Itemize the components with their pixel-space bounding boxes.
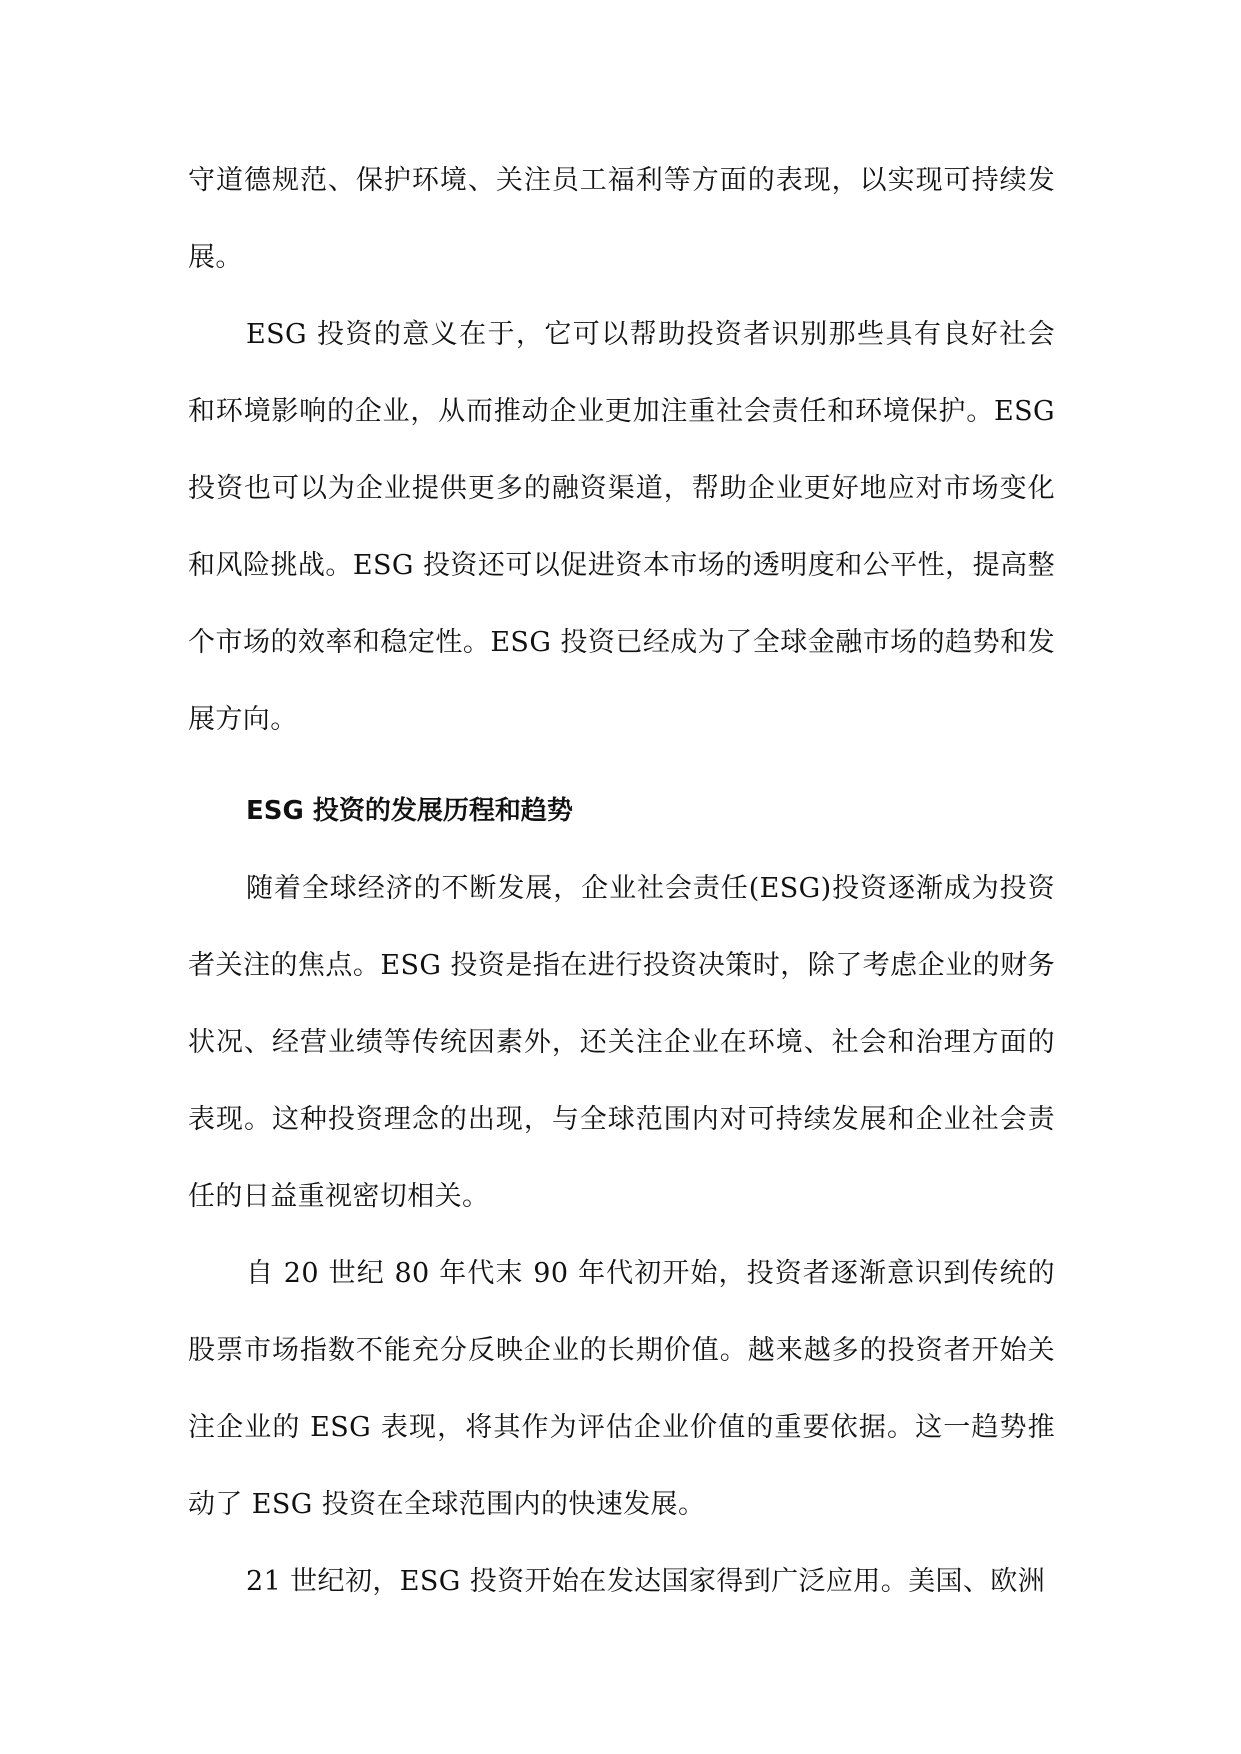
paragraph-esg-history: 自 20 世纪 80 年代末 90 年代初开始，投资者逐渐意识到传统的股票市场指数不能充分反映企业的长期价值。越来越多的投资者开始关注企业的 ESG 表现，将其作为评估企业价值的重要依据。这一趋势推动了 ESG 投资在全球范围内的快速发展。 xyxy=(188,1258,1055,1520)
paragraph-esg-21st-century: 21 世纪初，ESG 投资开始在发达国家得到广泛应用。美国、欧洲 xyxy=(246,1566,1046,1597)
document-body xyxy=(188,142,1055,1620)
paragraph-esg-significance: ESG 投资的意义在于，它可以帮助投资者识别那些具有良好社会和环境影响的企业，从而推动企业更加注重社会责任和环境保护。ESG 投资也可以为企业提供更多的融资渠道，帮助企业更好地应对市场变化和风险挑战。ESG 投资还可以促进资本市场的透明度和公平性，提高整个市场的效率和稳定性。ESG 投资已经成为了全球金融市场的趋势和发展方向。 xyxy=(188,319,1055,735)
paragraph-continuation: 守道德规范、保护环境、关注员工福利等方面的表现，以实现可持续发展。 xyxy=(188,165,1055,273)
section-heading: ESG 投资的发展历程和趋势 xyxy=(246,796,573,826)
paragraph-esg-background: 随着全球经济的不断发展，企业社会责任(ESG)投资逐渐成为投资者关注的焦点。ESG 投资是指在进行投资决策时，除了考虑企业的财务状况、经营业绩等传统因素外，还关注企业在环境、社会和治理方面的表现。这种投资理念的出现，与全球范围内对可持续发展和企业社会责任的日益重视密切相关。 xyxy=(188,873,1055,1212)
